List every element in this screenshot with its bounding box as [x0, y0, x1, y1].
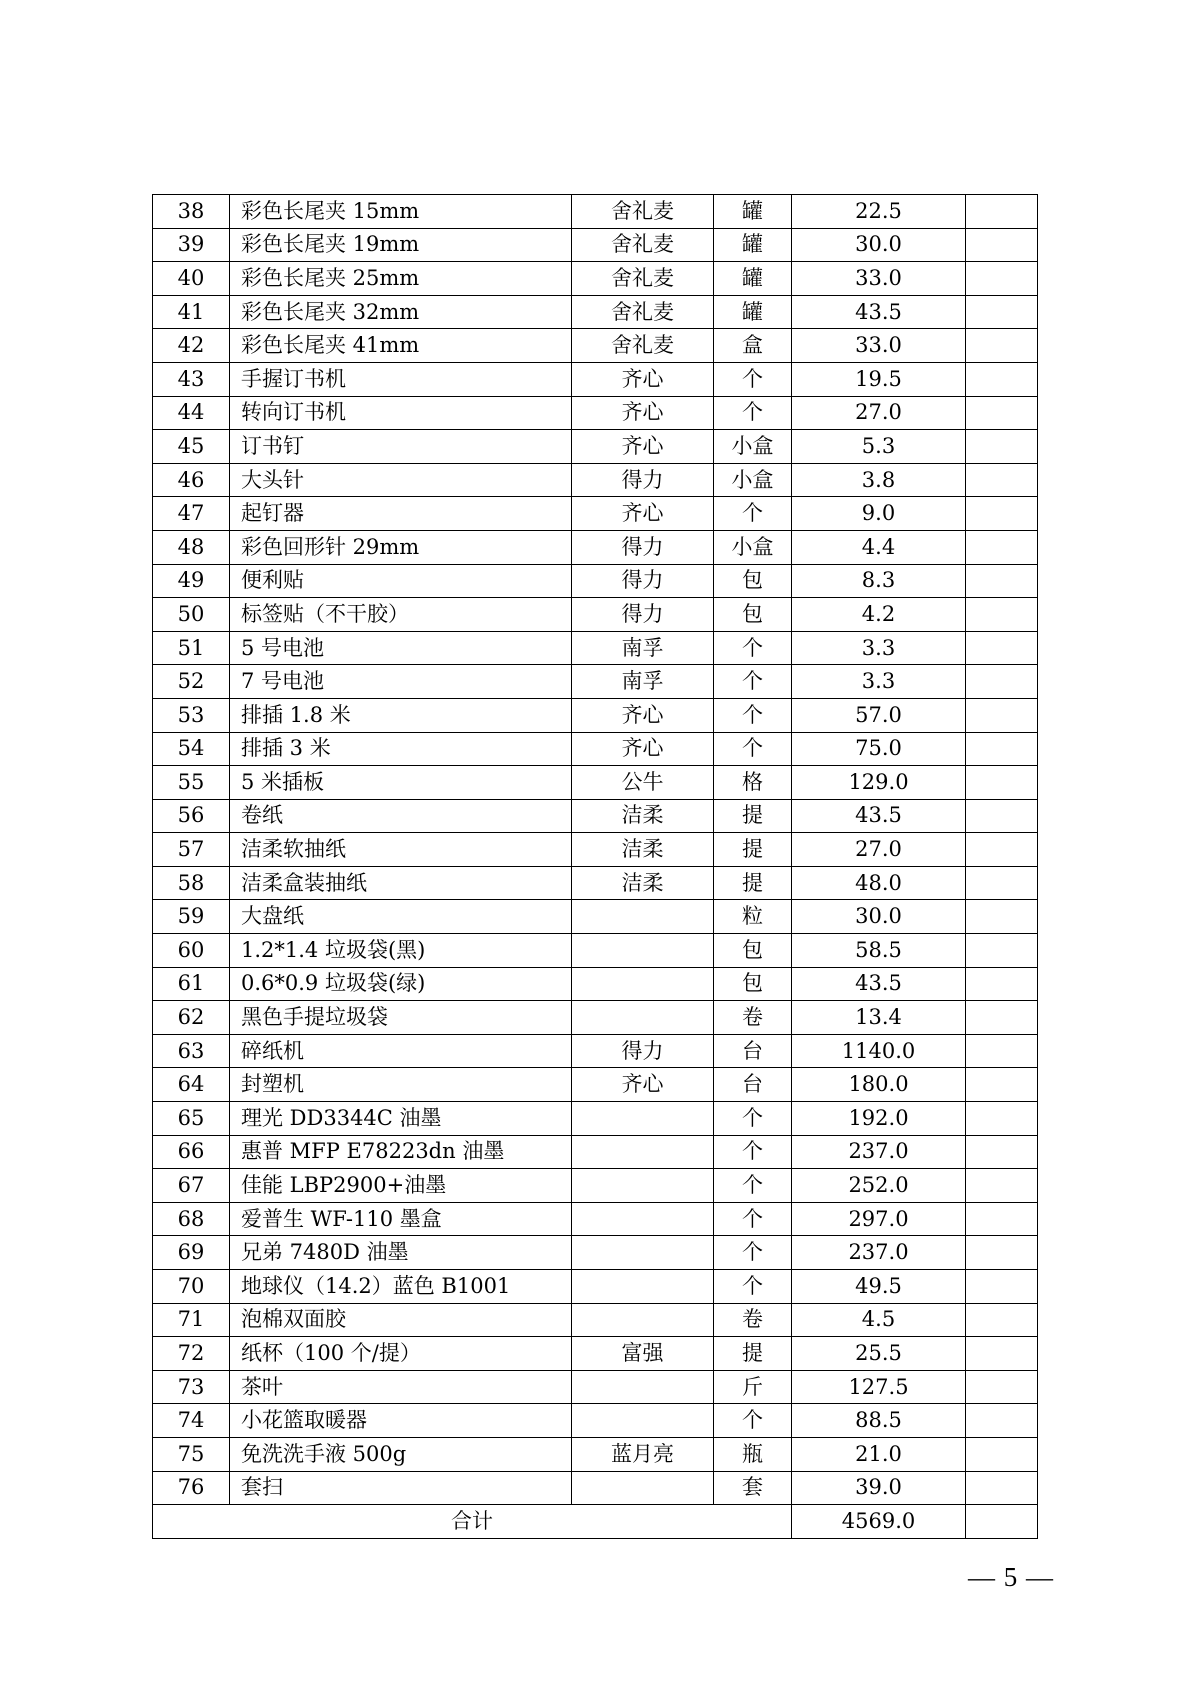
cell-no: 40 — [153, 262, 230, 296]
cell-unit: 台 — [714, 1034, 792, 1068]
cell-price: 39.0 — [792, 1471, 966, 1505]
cell-note — [966, 866, 1038, 900]
cell-note — [966, 598, 1038, 632]
table-row — [153, 631, 1038, 665]
cell-brand — [572, 1471, 714, 1505]
cell-unit: 包 — [714, 598, 792, 632]
cell-note — [966, 934, 1038, 968]
cell-note — [966, 1236, 1038, 1270]
cell-note — [966, 833, 1038, 867]
cell-note — [966, 1370, 1038, 1404]
cell-no: 53 — [153, 698, 230, 732]
cell-unit: 个 — [714, 497, 792, 531]
table-row — [153, 900, 1038, 934]
cell-no: 72 — [153, 1337, 230, 1371]
cell-no: 56 — [153, 799, 230, 833]
cell-price: 4.2 — [792, 598, 966, 632]
cell-price: 9.0 — [792, 497, 966, 531]
cell-brand: 舍礼麦 — [572, 228, 714, 262]
cell-unit: 个 — [714, 1404, 792, 1438]
cell-item-name: 泡棉双面胶 — [230, 1303, 572, 1337]
cell-unit: 小盒 — [714, 530, 792, 564]
cell-brand — [572, 1135, 714, 1169]
cell-item-name: 便利贴 — [230, 564, 572, 598]
cell-price: 4.5 — [792, 1303, 966, 1337]
cell-note — [966, 1001, 1038, 1035]
cell-brand: 齐心 — [572, 430, 714, 464]
table-row — [153, 1068, 1038, 1102]
cell-no: 61 — [153, 967, 230, 1001]
cell-unit: 小盒 — [714, 463, 792, 497]
cell-price: 297.0 — [792, 1202, 966, 1236]
cell-no: 46 — [153, 463, 230, 497]
cell-brand — [572, 1270, 714, 1304]
cell-note — [966, 1034, 1038, 1068]
cell-price: 252.0 — [792, 1169, 966, 1203]
cell-item-name: 茶叶 — [230, 1370, 572, 1404]
cell-note — [966, 766, 1038, 800]
table-row — [153, 799, 1038, 833]
cell-brand: 得力 — [572, 564, 714, 598]
cell-item-name: 1.2*1.4 垃圾袋(黑) — [230, 934, 572, 968]
cell-no: 76 — [153, 1471, 230, 1505]
cell-no: 62 — [153, 1001, 230, 1035]
cell-brand — [572, 1169, 714, 1203]
cell-unit: 卷 — [714, 1303, 792, 1337]
cell-price: 57.0 — [792, 698, 966, 732]
table-row — [153, 1270, 1038, 1304]
total-note — [966, 1505, 1038, 1539]
cell-item-name: 起钉器 — [230, 497, 572, 531]
cell-brand: 洁柔 — [572, 866, 714, 900]
table-row — [153, 1135, 1038, 1169]
cell-item-name: 彩色长尾夹 19mm — [230, 228, 572, 262]
cell-no: 59 — [153, 900, 230, 934]
cell-item-name: 标签贴（不干胶） — [230, 598, 572, 632]
cell-price: 5.3 — [792, 430, 966, 464]
cell-unit: 粒 — [714, 900, 792, 934]
cell-note — [966, 1404, 1038, 1438]
cell-unit: 罐 — [714, 262, 792, 296]
cell-item-name: 转向订书机 — [230, 396, 572, 430]
table-row — [153, 766, 1038, 800]
cell-item-name: 碎纸机 — [230, 1034, 572, 1068]
cell-price: 3.3 — [792, 665, 966, 699]
cell-unit: 提 — [714, 1337, 792, 1371]
cell-price: 88.5 — [792, 1404, 966, 1438]
cell-price: 43.5 — [792, 799, 966, 833]
cell-no: 71 — [153, 1303, 230, 1337]
cell-brand — [572, 1303, 714, 1337]
cell-note — [966, 195, 1038, 229]
table-row — [153, 329, 1038, 363]
cell-no: 49 — [153, 564, 230, 598]
table-row — [153, 1370, 1038, 1404]
cell-note — [966, 732, 1038, 766]
cell-item-name: 卷纸 — [230, 799, 572, 833]
table-row — [153, 1471, 1038, 1505]
total-label: 合计 — [153, 1505, 792, 1539]
cell-item-name: 排插 1.8 米 — [230, 698, 572, 732]
cell-brand: 得力 — [572, 530, 714, 564]
cell-no: 55 — [153, 766, 230, 800]
cell-item-name: 彩色长尾夹 25mm — [230, 262, 572, 296]
cell-price: 8.3 — [792, 564, 966, 598]
cell-item-name: 彩色长尾夹 32mm — [230, 295, 572, 329]
table-row — [153, 564, 1038, 598]
cell-no: 50 — [153, 598, 230, 632]
cell-item-name: 免洗洗手液 500g — [230, 1437, 572, 1471]
cell-brand — [572, 1202, 714, 1236]
cell-price: 3.3 — [792, 631, 966, 665]
cell-price: 30.0 — [792, 228, 966, 262]
cell-note — [966, 1437, 1038, 1471]
cell-brand: 齐心 — [572, 497, 714, 531]
cell-item-name: 爱普生 WF-110 墨盒 — [230, 1202, 572, 1236]
cell-brand — [572, 967, 714, 1001]
cell-item-name: 排插 3 米 — [230, 732, 572, 766]
cell-unit: 个 — [714, 665, 792, 699]
cell-note — [966, 1471, 1038, 1505]
cell-no: 75 — [153, 1437, 230, 1471]
cell-brand: 齐心 — [572, 1068, 714, 1102]
cell-unit: 罐 — [714, 195, 792, 229]
cell-item-name: 封塑机 — [230, 1068, 572, 1102]
cell-price: 49.5 — [792, 1270, 966, 1304]
cell-price: 25.5 — [792, 1337, 966, 1371]
table-row — [153, 362, 1038, 396]
table-row — [153, 665, 1038, 699]
cell-price: 30.0 — [792, 900, 966, 934]
cell-unit: 卷 — [714, 1001, 792, 1035]
table-row — [153, 1404, 1038, 1438]
cell-note — [966, 463, 1038, 497]
cell-price: 129.0 — [792, 766, 966, 800]
cell-no: 52 — [153, 665, 230, 699]
table-row — [153, 598, 1038, 632]
table-row — [153, 262, 1038, 296]
cell-unit: 提 — [714, 799, 792, 833]
cell-unit: 罐 — [714, 228, 792, 262]
cell-brand: 舍礼麦 — [572, 195, 714, 229]
cell-brand: 得力 — [572, 463, 714, 497]
cell-unit: 罐 — [714, 295, 792, 329]
table-row — [153, 1236, 1038, 1270]
cell-item-name: 手握订书机 — [230, 362, 572, 396]
table-body — [153, 195, 1038, 1505]
cell-unit: 斤 — [714, 1370, 792, 1404]
price-table — [152, 194, 1038, 1539]
cell-item-name: 兄弟 7480D 油墨 — [230, 1236, 572, 1270]
table-row — [153, 1169, 1038, 1203]
cell-brand — [572, 1236, 714, 1270]
cell-item-name: 5 米插板 — [230, 766, 572, 800]
cell-price: 180.0 — [792, 1068, 966, 1102]
table-row — [153, 1034, 1038, 1068]
cell-unit: 瓶 — [714, 1437, 792, 1471]
cell-note — [966, 900, 1038, 934]
cell-note — [966, 430, 1038, 464]
cell-note — [966, 262, 1038, 296]
table-row — [153, 430, 1038, 464]
cell-price: 1140.0 — [792, 1034, 966, 1068]
cell-item-name: 惠普 MFP E78223dn 油墨 — [230, 1135, 572, 1169]
cell-price: 33.0 — [792, 329, 966, 363]
cell-unit: 个 — [714, 698, 792, 732]
cell-price: 43.5 — [792, 295, 966, 329]
cell-unit: 个 — [714, 1270, 792, 1304]
total-amount: 4569.0 — [792, 1505, 966, 1539]
cell-brand: 舍礼麦 — [572, 329, 714, 363]
cell-no: 45 — [153, 430, 230, 464]
table-row — [153, 698, 1038, 732]
cell-note — [966, 228, 1038, 262]
cell-item-name: 彩色长尾夹 15mm — [230, 195, 572, 229]
cell-price: 13.4 — [792, 1001, 966, 1035]
cell-note — [966, 665, 1038, 699]
cell-unit: 盒 — [714, 329, 792, 363]
cell-no: 65 — [153, 1102, 230, 1136]
cell-item-name: 0.6*0.9 垃圾袋(绿) — [230, 967, 572, 1001]
cell-brand — [572, 1001, 714, 1035]
cell-no: 66 — [153, 1135, 230, 1169]
cell-brand: 舍礼麦 — [572, 295, 714, 329]
cell-unit: 个 — [714, 1169, 792, 1203]
cell-unit: 个 — [714, 362, 792, 396]
cell-price: 22.5 — [792, 195, 966, 229]
table-row — [153, 195, 1038, 229]
table-row — [153, 228, 1038, 262]
cell-price: 3.8 — [792, 463, 966, 497]
cell-unit: 个 — [714, 732, 792, 766]
cell-unit: 个 — [714, 1102, 792, 1136]
cell-item-name: 大盘纸 — [230, 900, 572, 934]
cell-note — [966, 1068, 1038, 1102]
cell-no: 41 — [153, 295, 230, 329]
cell-no: 69 — [153, 1236, 230, 1270]
cell-no: 48 — [153, 530, 230, 564]
cell-item-name: 洁柔软抽纸 — [230, 833, 572, 867]
cell-price: 192.0 — [792, 1102, 966, 1136]
cell-no: 47 — [153, 497, 230, 531]
page-number: — 5 — — [968, 1562, 1054, 1592]
cell-unit: 个 — [714, 1236, 792, 1270]
cell-no: 44 — [153, 396, 230, 430]
cell-brand — [572, 1370, 714, 1404]
cell-brand: 南孚 — [572, 665, 714, 699]
cell-brand — [572, 1102, 714, 1136]
cell-note — [966, 564, 1038, 598]
cell-note — [966, 1135, 1038, 1169]
cell-note — [966, 799, 1038, 833]
cell-brand: 洁柔 — [572, 799, 714, 833]
cell-price: 48.0 — [792, 866, 966, 900]
cell-unit: 个 — [714, 1135, 792, 1169]
cell-item-name: 理光 DD3344C 油墨 — [230, 1102, 572, 1136]
table-row — [153, 295, 1038, 329]
cell-brand: 得力 — [572, 598, 714, 632]
cell-unit: 提 — [714, 866, 792, 900]
cell-unit: 小盒 — [714, 430, 792, 464]
cell-no: 43 — [153, 362, 230, 396]
cell-no: 60 — [153, 934, 230, 968]
cell-note — [966, 967, 1038, 1001]
cell-note — [966, 1102, 1038, 1136]
cell-brand: 蓝月亮 — [572, 1437, 714, 1471]
cell-no: 74 — [153, 1404, 230, 1438]
cell-price: 27.0 — [792, 833, 966, 867]
cell-note — [966, 698, 1038, 732]
cell-brand: 齐心 — [572, 362, 714, 396]
cell-item-name: 黑色手提垃圾袋 — [230, 1001, 572, 1035]
cell-unit: 包 — [714, 564, 792, 598]
cell-item-name: 佳能 LBP2900+油墨 — [230, 1169, 572, 1203]
cell-unit: 个 — [714, 1202, 792, 1236]
cell-brand — [572, 900, 714, 934]
cell-item-name: 7 号电池 — [230, 665, 572, 699]
cell-unit: 包 — [714, 967, 792, 1001]
cell-price: 27.0 — [792, 396, 966, 430]
cell-no: 63 — [153, 1034, 230, 1068]
cell-note — [966, 295, 1038, 329]
table-row — [153, 934, 1038, 968]
cell-brand: 齐心 — [572, 732, 714, 766]
cell-brand: 南孚 — [572, 631, 714, 665]
cell-no: 73 — [153, 1370, 230, 1404]
total-row — [153, 1505, 1038, 1539]
cell-item-name: 小花篮取暖器 — [230, 1404, 572, 1438]
cell-note — [966, 329, 1038, 363]
cell-brand: 舍礼麦 — [572, 262, 714, 296]
cell-price: 237.0 — [792, 1236, 966, 1270]
cell-item-name: 套扫 — [230, 1471, 572, 1505]
cell-no: 68 — [153, 1202, 230, 1236]
cell-no: 57 — [153, 833, 230, 867]
cell-price: 127.5 — [792, 1370, 966, 1404]
table-row — [153, 1001, 1038, 1035]
cell-item-name: 彩色长尾夹 41mm — [230, 329, 572, 363]
table-row — [153, 833, 1038, 867]
cell-no: 39 — [153, 228, 230, 262]
cell-unit: 个 — [714, 396, 792, 430]
cell-item-name: 洁柔盒装抽纸 — [230, 866, 572, 900]
cell-price: 58.5 — [792, 934, 966, 968]
cell-unit: 套 — [714, 1471, 792, 1505]
cell-price: 21.0 — [792, 1437, 966, 1471]
table-row — [153, 1102, 1038, 1136]
cell-note — [966, 530, 1038, 564]
cell-note — [966, 1337, 1038, 1371]
table-row — [153, 1337, 1038, 1371]
cell-note — [966, 631, 1038, 665]
cell-no: 42 — [153, 329, 230, 363]
cell-no: 58 — [153, 866, 230, 900]
cell-brand: 齐心 — [572, 396, 714, 430]
table-row — [153, 396, 1038, 430]
table-row — [153, 1437, 1038, 1471]
cell-no: 51 — [153, 631, 230, 665]
cell-item-name: 地球仪（14.2）蓝色 B1001 — [230, 1270, 572, 1304]
table-row — [153, 967, 1038, 1001]
cell-price: 43.5 — [792, 967, 966, 1001]
table-row — [153, 463, 1038, 497]
cell-note — [966, 497, 1038, 531]
cell-price: 4.4 — [792, 530, 966, 564]
cell-price: 75.0 — [792, 732, 966, 766]
table-row — [153, 530, 1038, 564]
cell-no: 67 — [153, 1169, 230, 1203]
cell-price: 33.0 — [792, 262, 966, 296]
table-row — [153, 1202, 1038, 1236]
cell-note — [966, 1303, 1038, 1337]
cell-note — [966, 396, 1038, 430]
cell-price: 237.0 — [792, 1135, 966, 1169]
cell-note — [966, 362, 1038, 396]
table-row — [153, 732, 1038, 766]
cell-note — [966, 1169, 1038, 1203]
cell-no: 64 — [153, 1068, 230, 1102]
cell-brand: 齐心 — [572, 698, 714, 732]
cell-item-name: 大头针 — [230, 463, 572, 497]
cell-unit: 个 — [714, 631, 792, 665]
cell-brand — [572, 934, 714, 968]
cell-no: 38 — [153, 195, 230, 229]
cell-item-name: 纸杯（100 个/提） — [230, 1337, 572, 1371]
cell-item-name: 彩色回形针 29mm — [230, 530, 572, 564]
table-row — [153, 866, 1038, 900]
cell-brand: 富强 — [572, 1337, 714, 1371]
cell-no: 70 — [153, 1270, 230, 1304]
cell-unit: 包 — [714, 934, 792, 968]
cell-brand: 得力 — [572, 1034, 714, 1068]
cell-brand: 洁柔 — [572, 833, 714, 867]
cell-item-name: 5 号电池 — [230, 631, 572, 665]
cell-item-name: 订书钉 — [230, 430, 572, 464]
cell-brand: 公牛 — [572, 766, 714, 800]
cell-unit: 提 — [714, 833, 792, 867]
cell-unit: 台 — [714, 1068, 792, 1102]
cell-no: 54 — [153, 732, 230, 766]
cell-price: 19.5 — [792, 362, 966, 396]
cell-unit: 格 — [714, 766, 792, 800]
cell-note — [966, 1270, 1038, 1304]
cell-brand — [572, 1404, 714, 1438]
table-row — [153, 1303, 1038, 1337]
cell-note — [966, 1202, 1038, 1236]
table-row — [153, 497, 1038, 531]
